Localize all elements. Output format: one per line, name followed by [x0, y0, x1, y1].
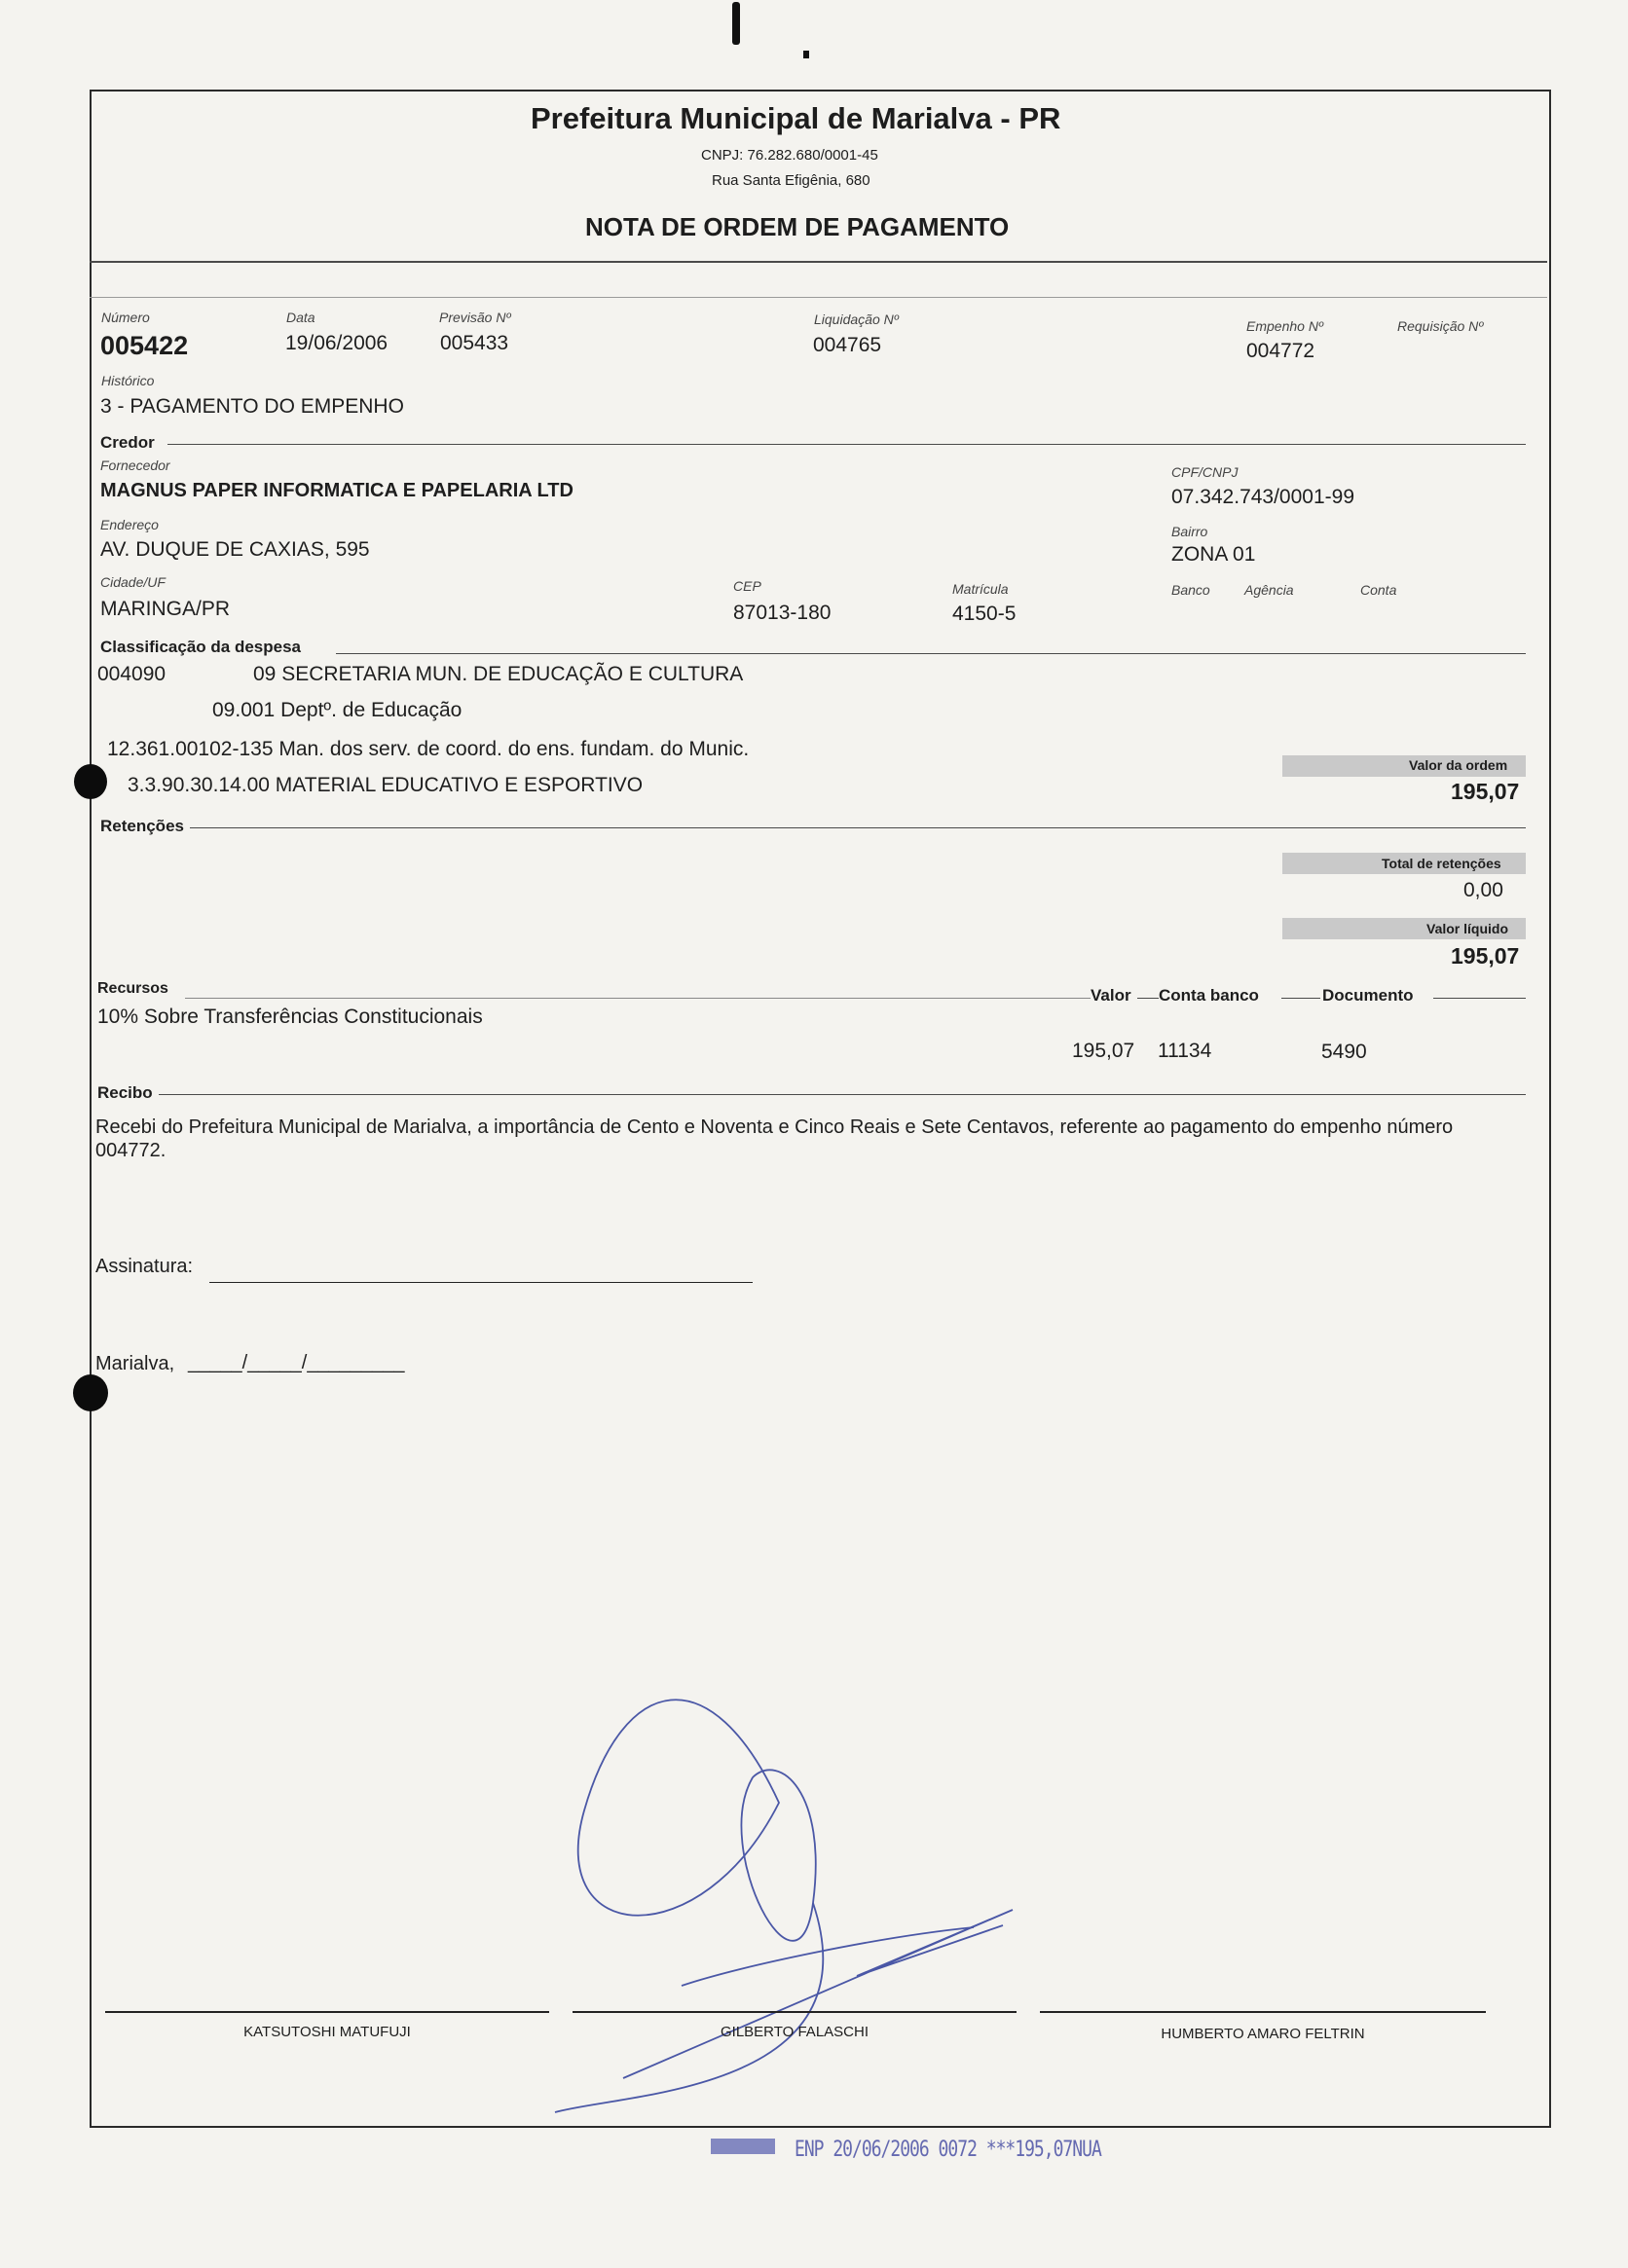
bairro-label: Bairro — [1171, 524, 1208, 539]
date-slots[interactable]: _____/_____/_________ — [188, 1352, 405, 1373]
recursos-rule-left — [185, 998, 1091, 999]
top-mark — [732, 2, 740, 45]
classificacao-program: 12.361.00102-135 Man. dos serv. de coord. do ens. fundam. do Munic. — [107, 738, 750, 760]
valor-ordem-value: 195,07 — [1451, 779, 1520, 804]
classificacao-heading: Classificação da despesa — [100, 638, 302, 656]
endereco-value: AV. DUQUE DE CAXIAS, 595 — [100, 538, 370, 561]
document-title: NOTA DE ORDEM DE PAGAMENTO — [585, 212, 1010, 241]
signatory-2: GILBERTO FALASCHI — [721, 2024, 869, 2040]
classificacao-dept: 09.001 Deptº. de Educação — [212, 699, 462, 721]
valor-liquido-value: 195,07 — [1451, 943, 1520, 969]
recursos-valor: 195,07 — [1072, 1040, 1135, 1062]
signature-line-2 — [573, 2011, 1017, 2013]
cpf-value: 07.342.743/0001-99 — [1171, 486, 1355, 508]
matricula-value: 4150-5 — [952, 603, 1017, 625]
banco-label: Banco — [1171, 582, 1210, 598]
recibo-heading: Recibo — [97, 1083, 153, 1102]
numero-value: 005422 — [100, 331, 189, 360]
binder-hole-top — [74, 764, 107, 799]
municipality-title: Prefeitura Municipal de Marialva - PR — [531, 101, 1061, 135]
recursos-rule-mid1 — [1137, 998, 1159, 999]
local-label: Marialva, — [95, 1353, 175, 1374]
liquidacao-value: 004765 — [813, 334, 882, 356]
cidade-label: Cidade/UF — [100, 574, 166, 590]
recursos-rule-mid2 — [1281, 998, 1320, 999]
data-value: 19/06/2006 — [285, 332, 388, 354]
credor-rule — [167, 444, 1526, 445]
classificacao-rule — [336, 653, 1526, 654]
recursos-rule-right — [1433, 998, 1526, 999]
recibo-text: Recebi do Prefeitura Municipal de Marialva, a importância de Cento e Noventa e Cinco Reais e Sete Centavos, referente ao pagamento do empenho número 004772. — [95, 1116, 1454, 1161]
empenho-label: Empenho Nº — [1246, 318, 1324, 334]
header-divider-2 — [90, 297, 1547, 298]
conta-label: Conta — [1360, 582, 1397, 598]
recibo-rule — [159, 1094, 1526, 1095]
recursos-item: 10% Sobre Transferências Constitucionais — [97, 1006, 483, 1028]
fornecedor-value: MAGNUS PAPER INFORMATICA E PAPELARIA LTD — [100, 480, 574, 501]
recursos-col-documento: Documento — [1322, 986, 1414, 1005]
top-tick — [803, 51, 809, 58]
numero-label: Número — [101, 310, 150, 325]
liquidacao-label: Liquidação Nº — [814, 311, 899, 327]
historico-value: 3 - PAGAMENTO DO EMPENHO — [100, 395, 404, 418]
signature-line-1 — [105, 2011, 549, 2013]
total-retencoes-label: Total de retenções — [1382, 856, 1501, 871]
fornecedor-label: Fornecedor — [100, 457, 170, 473]
empenho-value: 004772 — [1246, 340, 1315, 362]
retencoes-rule — [190, 827, 1526, 828]
recursos-col-valor: Valor — [1091, 986, 1131, 1005]
previsao-value: 005433 — [440, 332, 509, 354]
cep-label: CEP — [733, 578, 761, 594]
binder-hole-bottom — [73, 1374, 108, 1411]
cpf-label: CPF/CNPJ — [1171, 464, 1239, 480]
classificacao-code: 004090 — [97, 663, 166, 685]
bank-stamp: ENP 20/06/2006 0072 ***195,07NUA — [795, 2137, 1101, 2163]
previsao-label: Previsão Nº — [439, 310, 511, 325]
classificacao-unit: 09 SECRETARIA MUN. DE EDUCAÇÃO E CULTURA — [253, 663, 744, 685]
classificacao-element: 3.3.90.30.14.00 MATERIAL EDUCATIVO E ESPORTIVO — [128, 774, 644, 796]
valor-liquido-label: Valor líquido — [1426, 921, 1509, 936]
address-text: Rua Santa Efigênia, 680 — [712, 172, 870, 189]
credor-heading: Credor — [100, 433, 155, 452]
requisicao-label: Requisição Nº — [1397, 318, 1484, 334]
matricula-label: Matrícula — [952, 581, 1009, 597]
cnpj-text: CNPJ: 76.282.680/0001-45 — [701, 147, 878, 164]
header-divider — [90, 261, 1547, 263]
assinatura-label: Assinatura: — [95, 1256, 194, 1277]
total-retencoes-value: 0,00 — [1463, 879, 1503, 901]
recursos-documento: 5490 — [1321, 1041, 1367, 1063]
signature-line-3 — [1040, 2011, 1486, 2013]
data-label: Data — [286, 310, 315, 325]
historico-label: Histórico — [101, 373, 155, 388]
assinatura-line[interactable] — [209, 1282, 753, 1283]
signatory-3: HUMBERTO AMARO FELTRIN — [1161, 2026, 1365, 2042]
cep-value: 87013-180 — [733, 602, 832, 624]
recursos-conta: 11134 — [1158, 1040, 1212, 1062]
stamp-mark-icon — [711, 2139, 775, 2154]
signatory-1: KATSUTOSHI MATUFUJI — [243, 2024, 411, 2040]
recursos-col-conta: Conta banco — [1159, 986, 1259, 1005]
retencoes-heading: Retenções — [100, 817, 184, 835]
cidade-value: MARINGA/PR — [100, 598, 231, 620]
recursos-heading: Recursos — [97, 980, 168, 997]
bairro-value: ZONA 01 — [1171, 543, 1256, 566]
agencia-label: Agência — [1244, 582, 1294, 598]
endereco-label: Endereço — [100, 517, 159, 532]
valor-ordem-label: Valor da ordem — [1409, 757, 1508, 773]
